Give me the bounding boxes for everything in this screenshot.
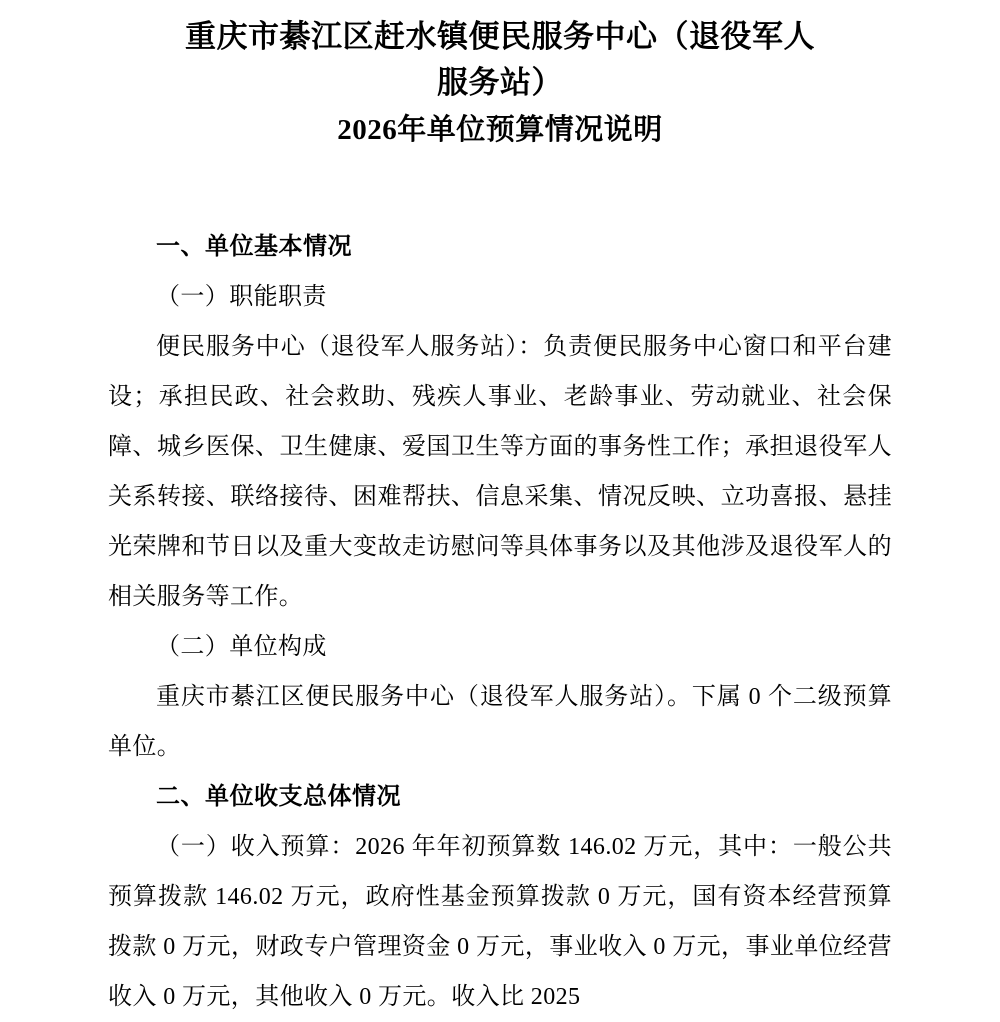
title-spacer [108,156,892,222]
section-basic-info [108,222,892,772]
paragraph-functions: 便民服务中心（退役军人服务站）：负责便民服务中心窗口和平台建设；承担民政、社会救助、残疾人事业、老龄事业、劳动就业、社会保障、城乡医保、卫生健康、爱国卫生等方面的事务性工作；承担退役军人关系转接、联络接待、困难帮扶、信息采集、情况反映、立功喜报、悬挂光荣牌和节日以及重大变故走访慰问等具体事务以及其他涉及退役军人的相关服务等工作。 [108,334,892,610]
section-heading-2: 二、单位收支总体情况 [156,783,401,810]
subheading-composition: （二）单位构成 [156,634,327,660]
page-title-line-1: 重庆市綦江区赶水镇便民服务中心（退役军人 [185,19,815,54]
page-title-line-2: 服务站） [437,65,563,100]
section-revenue-expenditure [108,772,892,1022]
section-heading-1: 一、单位基本情况 [156,233,352,260]
page-subtitle: 2026年单位预算情况说明 [337,114,663,146]
paragraph-revenue-budget: （一）收入预算：2026 年年初预算数 146.02 万元，其中：一般公共预算拨款 146.02 万元，政府性基金预算拨款 0 万元，国有资本经营预算拨款 0 万元，财政专户管理资金 0 万元，事业收入 0 万元，事业单位经营收入 0 万元，其他收入 0 万元。收入比 2025 [108,834,892,1010]
subheading-functions: （一）职能职责 [156,284,327,310]
page-title [108,14,892,106]
paragraph-composition: 重庆市綦江区便民服务中心（退役军人服务站）。下属 0 个二级预算单位。 [108,684,892,760]
